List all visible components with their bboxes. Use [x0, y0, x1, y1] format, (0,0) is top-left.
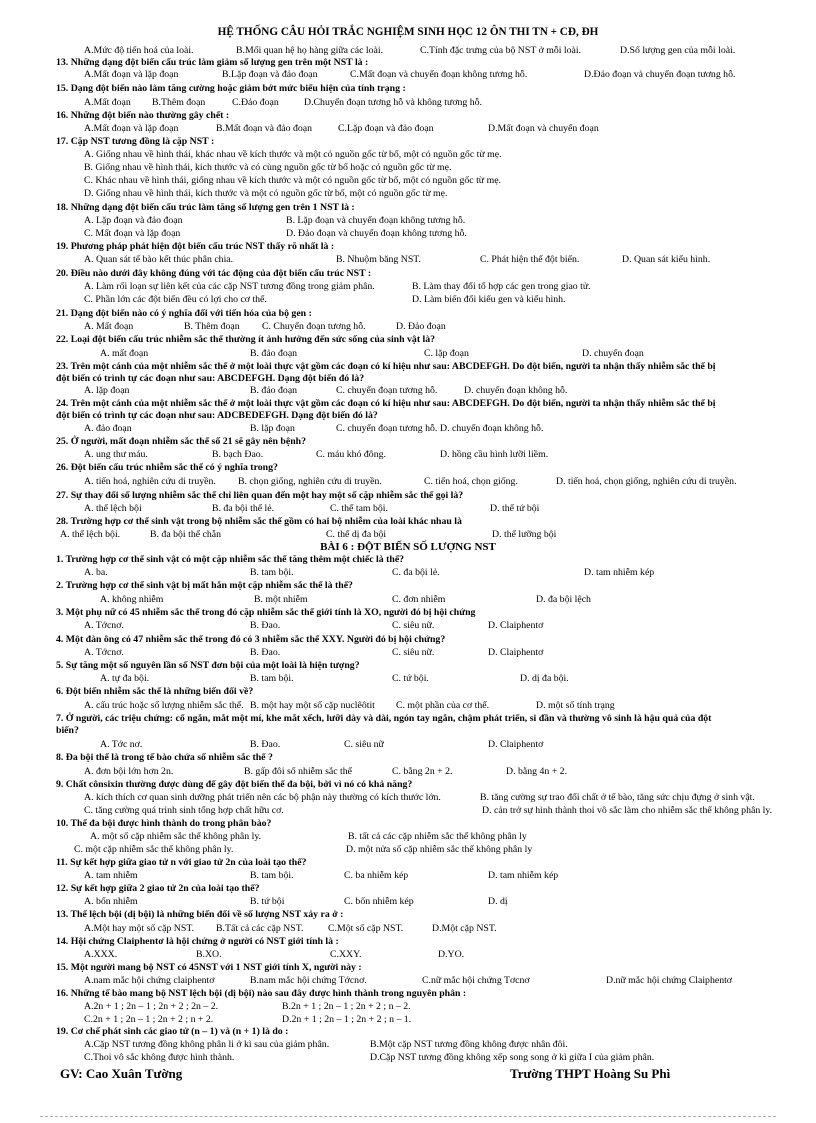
question-text: 17. Cặp NST tương đồng là cặp NST :	[56, 136, 215, 147]
answer-option: D. Giống nhau về hình thái, kích thước và một có nguồn gốc từ bố, một có nguồn gốc từ mẹ.	[84, 188, 448, 199]
answer-option: D.YO.	[438, 949, 465, 960]
answer-option: C.Đảo đoạn	[232, 97, 279, 108]
answer-option: A. đảo đoạn	[84, 423, 132, 434]
answer-option: D. đa bội lệch	[536, 594, 591, 605]
answer-option: A. tiến hoá, nghiên cứu di truyền.	[84, 476, 216, 487]
header-subtitle: ÔN THI TN + CĐ, ĐH	[489, 26, 599, 38]
answer-option: D. Đảo đoạn	[396, 321, 446, 332]
answer-option: B.Lặp đoạn và đảo đoạn	[222, 69, 318, 80]
page-divider	[40, 1116, 776, 1117]
answer-option: B. Làm thay đổi tổ hợp các gen trong giao tử.	[412, 281, 591, 292]
answer-option: C. bằng 2n + 2.	[392, 766, 453, 777]
answer-option: B. tam bội.	[250, 673, 294, 684]
answer-option: C.Lặp đoạn và đảo đoạn	[338, 123, 434, 134]
section-title: BÀI 6 : ĐỘT BIẾN SỐ LƯỢNG NST	[320, 541, 496, 553]
answer-option: D. Làm biến đổi kiểu gen và kiểu hình.	[412, 294, 566, 305]
answer-option: C. bốn nhiễm kép	[344, 896, 414, 907]
answer-option: C. Phần lớn các đột biến đều có lợi cho cơ thể.	[84, 294, 267, 305]
answer-option: D.Chuyển đoạn tương hỗ và không tương hỗ.	[304, 97, 482, 108]
answer-option: B. tất cả các cặp nhiễm sắc thể không phân ly	[348, 831, 527, 842]
answer-option: A. cấu trúc hoặc số lượng nhiễm sắc thể.	[84, 700, 244, 711]
answer-option: D. hồng cầu hình lưỡi liềm.	[440, 449, 549, 460]
answer-option: A. một số cặp nhiễm sắc thể không phân ly.	[90, 831, 262, 842]
question-text: 26. Đột biến cấu trúc nhiễm sắc thể có ý nghĩa trong?	[56, 462, 278, 473]
answer-option: B.XO.	[196, 949, 222, 960]
answer-option: A. không nhiễm	[100, 594, 164, 605]
answer-option: C. một cặp nhiễm sắc thể không phân ly.	[74, 844, 234, 855]
question-text: 3. Một phụ nữ có 45 nhiễm sắc thể trong đó cặp nhiễm sắc thể giới tính là XO, người đó bị hội chứng	[56, 607, 476, 618]
answer-option: D.2n + 1 ; 2n – 1 ; 2n + 2 ; n – 1.	[282, 1014, 412, 1025]
answer-option: C. máu khó đông.	[316, 449, 386, 460]
answer-option: A.XXX.	[84, 949, 118, 960]
answer-option: C. thể tam bội.	[330, 503, 388, 514]
footer-school: Trường THPT Hoàng Su Phì	[510, 1066, 671, 1081]
answer-option: A. kích thích cơ quan sinh dưỡng phát triển nên các bộ phận này thường có kích thước lớn.	[84, 792, 441, 803]
answer-option: B.Một cặp NST tương đồng không được nhân đôi.	[370, 1039, 568, 1050]
answer-option: B. gấp đôi số nhiễm sắc thể	[244, 766, 353, 777]
answer-option: C.nữ mắc hội chứng Tơcnơ	[422, 975, 530, 986]
answer-option: B.Mối quan hệ họ hàng giữa các loài.	[236, 45, 384, 56]
answer-option: A. Tớc nơ.	[100, 739, 143, 750]
answer-option: B. đảo đoạn	[250, 348, 298, 359]
answer-option: A.Cặp NST tương đồng không phân li ở kì sau của giảm phân.	[84, 1039, 330, 1050]
answer-option: D.nữ mắc hội chứng Claiphentơ	[606, 975, 732, 986]
answer-option: A. mất đoạn	[100, 348, 149, 359]
answer-option: A. ung thư máu.	[84, 449, 148, 460]
answer-option: A. Tớcnơ.	[84, 647, 124, 658]
answer-option: D. Quan sát kiểu hình.	[622, 254, 711, 265]
answer-option: B. bạch Đao.	[212, 449, 264, 460]
answer-option: B. lặp đoạn	[250, 423, 295, 434]
answer-option: B.nam mắc hội chứng Tớcnơ.	[250, 975, 367, 986]
answer-option: A.2n + 1 ; 2n – 1 ; 2n + 2 ; 2n – 2.	[84, 1001, 219, 1012]
question-text: 15. Một người mang bộ NST có 45NST với 1 NST giới tính X, người này :	[56, 962, 362, 973]
answer-option: D. cản trở sự hình thành thoi vô sắc làm cho nhiễm sắc thể không phân ly.	[482, 805, 773, 816]
question-text: 19. Phương pháp phát hiện đột biến cấu trúc NST thấy rõ nhất là :	[56, 241, 335, 252]
answer-option: B. một nhiễm	[254, 594, 308, 605]
answer-option: B. Giống nhau về hình thái, kích thước và có cùng nguồn gốc từ bố hoặc có nguồn gốc từ mẹ.	[84, 162, 452, 173]
answer-option: B. tam bội.	[250, 870, 294, 881]
answer-option: A. thể lệch bội	[84, 503, 142, 514]
answer-option: B. tứ bội	[250, 896, 285, 907]
answer-option: A. Lặp đoạn và đảo đoạn	[84, 215, 183, 226]
question-text: 19. Cơ chế phát sinh các giao tử (n – 1) và (n + 1) là do :	[56, 1026, 289, 1037]
header-title: HỆ THỐNG CÂU HỎI TRẮC NGHIỆM SINH HỌC 12	[217, 26, 488, 38]
answer-option: A.Một hay một số cặp NST.	[84, 923, 195, 934]
answer-option: A. tam nhiễm	[84, 870, 138, 881]
answer-option: D. Đảo đoạn và chuyển đoạn không tương hỗ.	[286, 228, 467, 239]
answer-option: D. dị đa bội.	[520, 673, 569, 684]
answer-option: B.2n + 1 ; 2n – 1 ; 2n + 2 ; n – 2.	[282, 1001, 411, 1012]
question-text: 1. Trường hợp cơ thể sinh vật có một cặp nhiễm sắc thể tăng thêm một chiếc là thể?	[56, 554, 405, 565]
answer-option: A.nam mắc hội chứng claiphentơ	[84, 975, 215, 986]
answer-option: C. đơn nhiễm	[392, 594, 446, 605]
question-text: 23. Trên một cánh của một nhiễm sắc thể ở một loài thực vật gồm các đoạn có kí hiệu như sau: ABCDEFGH. Do đột biến, người ta nhận thấy nhiễm sắc thể bị	[56, 361, 716, 372]
answer-option: C. Mất đoạn và lặp đoạn	[84, 228, 181, 239]
answer-option: D. tam nhiễm kép	[584, 567, 655, 578]
answer-option: D. một số tính trạng	[536, 700, 615, 711]
answer-option: C. lặp đoạn	[424, 348, 469, 359]
footer-teacher: GV: Cao Xuân Tường	[60, 1066, 183, 1081]
answer-option: C. chuyển đoạn tương hỗ.	[336, 423, 438, 434]
answer-option: D.Số lượng gen của mỗi loài.	[620, 45, 736, 56]
answer-option: D. tiến hoá, chọn giống, nghiên cứu di truyền.	[556, 476, 737, 487]
question-text: 15. Dạng đột biến nào làm tăng cường hoặc giảm bớt mức biểu hiện của tính trạng :	[56, 83, 406, 94]
answer-option: B. Lặp đoạn và chuyển đoạn không tương hỗ.	[286, 215, 466, 226]
question-text: 8. Đa bội thể là trong tế bào chứa số nhiễm sắc thể ?	[56, 752, 273, 763]
answer-option: A. bốn nhiễm	[84, 896, 138, 907]
answer-option: C.Thoi vô sắc không được hình thành.	[84, 1052, 235, 1063]
question-text: 25. Ở người, mất đoạn nhiễm sắc thể số 21 sẽ gây nên bệnh?	[56, 436, 306, 447]
answer-option: C.Mất đoạn và chuyển đoạn không tương hỗ.	[350, 69, 528, 80]
answer-option: A. Mất đoạn	[84, 321, 134, 332]
answer-option: B. Đao.	[250, 647, 281, 658]
answer-option: A.Mức độ tiến hoá của loài.	[84, 45, 194, 56]
answer-option: A.Mất đoạn và lặp đoạn	[84, 69, 179, 80]
answer-option: A. Tớcnơ.	[84, 620, 124, 631]
answer-option: D. Claiphentơ	[488, 620, 544, 631]
answer-option: C.2n + 1 ; 2n – 1 ; 2n + 2 ; n + 2.	[84, 1014, 214, 1025]
answer-option: D. chuyển đoạn không hỗ.	[440, 423, 544, 434]
answer-option: A. Giống nhau về hình thái, khác nhau về kích thước và một có nguồn gốc từ bố, một có nguồn gốc từ mẹ.	[84, 149, 502, 160]
answer-option: D.Một cặp NST.	[432, 923, 497, 934]
answer-option: B.Thêm đoạn	[152, 97, 206, 108]
answer-option: D. tam nhiễm kép	[488, 870, 559, 881]
answer-option: A. Làm rối loạn sự liên kết của các cặp NST tương đồng trong giảm phân.	[84, 281, 375, 292]
question-text: 20. Điều nào dưới đây không đúng với tác động của đột biến cấu trúc NST :	[56, 268, 372, 279]
question-text: đột biến có trình tự các đoạn như sau: ADCBEDEFGH. Dạng đột biến đó là?	[56, 410, 378, 421]
answer-option: B. tăng cường sự trao đổi chất ở tế bào, tăng sức chịu đựng ở sinh vật.	[480, 792, 755, 803]
page-header	[0, 26, 816, 38]
question-text: đột biến có trình tự các đoạn như sau: ABCDEFGH. Dạng đột biến đó là?	[56, 373, 365, 384]
answer-option: B. chọn giống, nghiên cứu di truyền.	[238, 476, 382, 487]
answer-option: D. thể lưỡng bội	[492, 529, 557, 540]
question-text: 6. Đột biến nhiễm sắc thể là những biến đổi về?	[56, 686, 254, 697]
answer-option: A. ba.	[84, 567, 108, 578]
answer-option: D. một nửa số cặp nhiễm sắc thể không phân ly	[346, 844, 533, 855]
question-text: 12. Sự kết hợp giữa 2 giao tử 2n của loài tạo thể?	[56, 883, 260, 894]
question-text: 24. Trên một cánh của một nhiễm sắc thể ở một loài thực vật gồm các đoạn có kí hiệu như sau: ABCDEFGH. Do đột biến, người ta nhận thấy nhiễm sắc thể bị	[56, 398, 716, 409]
answer-option: D.Đảo đoạn và chuyển đoạn tương hỗ.	[584, 69, 736, 80]
answer-option: C. một phần của cơ thể.	[396, 700, 490, 711]
answer-option: D.Mất đoạn và chuyển đoạn	[488, 123, 599, 134]
answer-option: B. đảo đoạn	[250, 385, 298, 396]
answer-option: C. Phát hiện thể đột biến.	[480, 254, 580, 265]
answer-option: A. lặp đoạn	[84, 385, 130, 396]
question-text: 13. Thể lệch bội (dị bội) là những biến đổi về số lượng NST xảy ra ở :	[56, 909, 344, 920]
question-text: 4. Một đàn ông có 47 nhiễm sắc thể trong đó có 3 nhiễm sắc thể XXY. Người đó bị hội chứng?	[56, 634, 446, 645]
answer-option: C.Một số cặp NST.	[328, 923, 404, 934]
question-text: 27. Sự thay đổi số lượng nhiễm sắc thể chỉ liên quan đến một hay một số cặp nhiễm sắc thể gọi là?	[56, 490, 464, 501]
question-text: 13. Những dạng đột biến cấu trúc làm giảm số lượng gen trên một NST là :	[56, 57, 369, 68]
answer-option: C. Chuyển đoạn tương hỗ.	[262, 321, 366, 332]
answer-option: B.Mất đoạn và đảo đoạn	[216, 123, 313, 134]
answer-option: D. Claiphentơ	[488, 647, 544, 658]
answer-option: C. thể dị đa bội	[326, 529, 387, 540]
answer-option: C. đa bội lẻ.	[392, 567, 440, 578]
answer-option: D. dị	[488, 896, 508, 907]
question-text: 10. Thể đa bội được hình thành do trong phân bào?	[56, 818, 272, 829]
answer-option: C.Tính đặc trưng của bộ NST ở mỗi loài.	[420, 45, 582, 56]
answer-option: C. Khác nhau về hình thái, giống nhau về kích thước và một có nguồn gốc từ bố, một có nguồn gốc từ mẹ.	[84, 175, 501, 186]
answer-option: C. tăng cường quá trình sinh tổng hợp chất hữu cơ.	[84, 805, 284, 816]
answer-option: C. siêu nữ	[344, 739, 384, 750]
answer-option: B. Đao.	[250, 739, 281, 750]
question-text: 21. Dạng đột biến nào có ý nghĩa đối với tiến hóa của bộ gen :	[56, 308, 312, 319]
answer-option: D. bằng 4n + 2.	[506, 766, 568, 777]
answer-option: C.XXY.	[330, 949, 362, 960]
answer-option: A. tự đa bội.	[100, 673, 150, 684]
question-text: 18. Những dạng đột biến cấu trúc làm tăng số lượng gen trên 1 NST là :	[56, 202, 355, 213]
question-text: 28. Trường hợp cơ thể sinh vật trong bộ nhiễm sắc thể gồm có hai bộ nhiễm của loài khác nhau là	[56, 516, 462, 527]
answer-option: D.Cặp NST tương đồng không xếp song song ở kì giữa I của giảm phân.	[370, 1052, 655, 1063]
answer-option: D. chuyển đoạn	[582, 348, 644, 359]
answer-option: C. siêu nữ.	[392, 647, 435, 658]
answer-option: D. Claiphentơ	[488, 739, 544, 750]
answer-option: A.Mất đoạn	[84, 97, 131, 108]
answer-option: C. chuyển đoạn tương hỗ.	[336, 385, 438, 396]
answer-option: C. siêu nữ.	[392, 620, 435, 631]
question-text: 14. Hội chứng Claiphentơ là hội chứng ở người có NST giới tính là :	[56, 936, 339, 947]
question-text: 22. Loại đột biến cấu trúc nhiễm sắc thể thường ít ảnh hưởng đến sức sống của sinh vật là?	[56, 334, 436, 345]
answer-option: D. chuyển đoạn không hỗ.	[464, 385, 568, 396]
answer-option: A.Mất đoạn và lặp đoạn	[84, 123, 179, 134]
question-text: 7. Ở người, các triệu chứng: cổ ngắn, mắt một mí, khe mắt xếch, lưỡi dày và dài, ngón tay ngắn, chậm phát triển, si đần và thường vô sinh là hậu quả của đột	[56, 713, 712, 724]
answer-option: B. đa bội thể chẵn	[150, 529, 222, 540]
answer-option: B. Nhuộm băng NST.	[336, 254, 421, 265]
question-text: 5. Sự tăng một số nguyên lần số NST đơn bội của một loài là hiện tượng?	[56, 660, 360, 671]
answer-option: A. thể lệch bội.	[60, 529, 121, 540]
question-text: 9. Chất cônsixin thường được dùng để gây đột biến thể đa bội, bởi vì nó có khả năng?	[56, 779, 413, 790]
question-text: 16. Những tế bào mang bộ NST lệch bội (dị bội) nào sau đây được hình thành trong nguyên phân :	[56, 988, 467, 999]
question-text: 2. Trường hợp cơ thể sinh vật bị mất hẳn một cặp nhiễm sắc thể là thể?	[56, 580, 353, 591]
answer-option: B. một hay một số cặp nuclêôtit	[250, 700, 375, 711]
answer-option: B. tam bội.	[250, 567, 294, 578]
answer-option: B. Đao.	[250, 620, 281, 631]
answer-option: C. ba nhiễm kép	[344, 870, 409, 881]
answer-option: C. tiến hoá, chọn giống.	[424, 476, 518, 487]
answer-option: A. Quan sát tế bào kết thúc phân chia.	[84, 254, 234, 265]
answer-option: D. thể tứ bội	[490, 503, 540, 514]
answer-option: B. đa bội thể lẻ.	[212, 503, 275, 514]
question-text: biến?	[56, 725, 79, 736]
question-text: 16. Những đột biến nào thường gây chết :	[56, 110, 230, 121]
answer-option: C. tứ bội.	[392, 673, 429, 684]
answer-option: B.Tất cả các cặp NST.	[216, 923, 304, 934]
answer-option: A. đơn bội lớn hơn 2n.	[84, 766, 174, 777]
answer-option: B. Thêm đoạn	[184, 321, 240, 332]
question-text: 11. Sự kết hợp giữa giao tử n với giao tử 2n của loài tạo thể?	[56, 857, 307, 868]
